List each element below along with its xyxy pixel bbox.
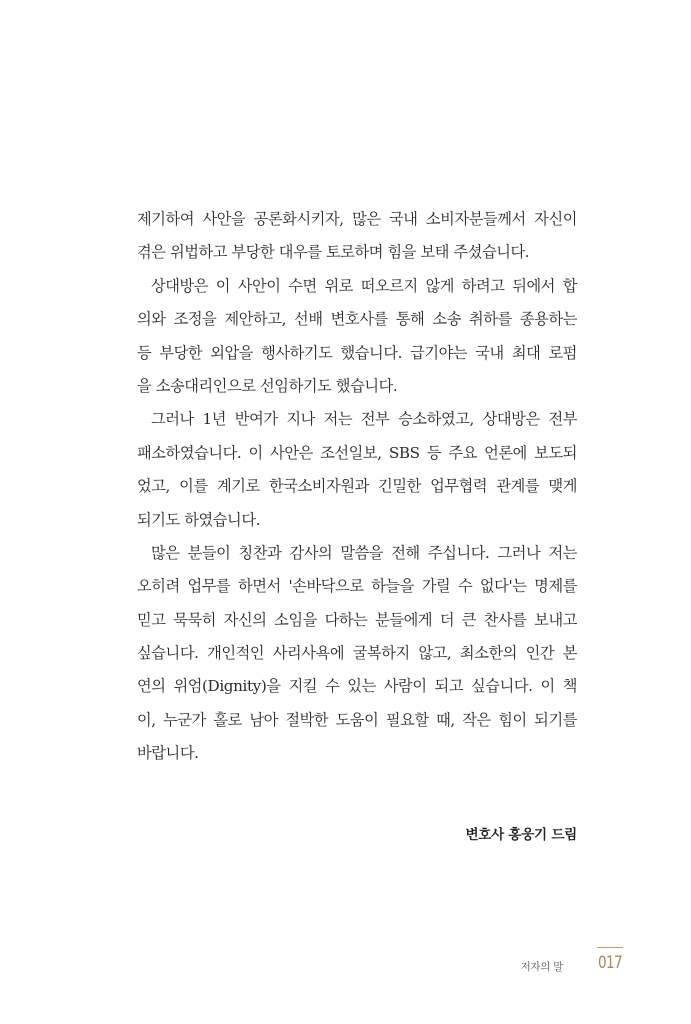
text-line: 제기하여 사안을 공론화시키자, 많은 국내 소비자분들께서 자신이 (137, 210, 577, 228)
text-line: 싶습니다. 개인적인 사리사욕에 굴복하지 않고, 최소한의 인간 본 (137, 644, 577, 663)
text-line: 오히려 업무를 하면서 '손바닥으로 하늘을 가릴 수 없다'는 명제를 (137, 577, 577, 596)
text-line: 이, 누군가 홀로 남아 절박한 도움이 필요할 때, 작은 힘이 되기를 (137, 710, 577, 729)
text-line: 등 부당한 외압을 행사하기도 했습니다. 급기야는 국내 최대 로펌 (137, 343, 577, 362)
text-line: 믿고 묵묵히 자신의 소임을 다하는 분들에게 더 큰 찬사를 보내고 (137, 610, 577, 629)
paragraph-start-line: 상대방은 이 사안이 수면 위로 떠오르지 않게 하려고 뒤에서 합 (151, 276, 577, 295)
footer-section-title: 저자의 말 (520, 961, 563, 973)
text-line: 겪은 위법하고 부당한 대우를 토로하며 힘을 보태 주셨습니다. (137, 243, 530, 262)
paragraph-start-line: 많은 분들이 칭찬과 감사의 말씀을 전해 주십니다. 그러나 저는 (151, 543, 577, 562)
text-line: 바랍니다. (137, 744, 199, 763)
text-line: 을 소송대리인으로 선임하기도 했습니다. (137, 376, 398, 395)
text-line: 패소하였습니다. 이 사안은 조선일보, SBS 등 주요 언론에 보도되 (137, 443, 577, 462)
paragraph-start-line: 그러나 1년 반여가 지나 저는 전부 승소하였고, 상대방은 전부 (151, 410, 577, 429)
body-text (137, 203, 577, 771)
page-number: 017 (598, 953, 623, 973)
text-line: 연의 위엄(Dignity)을 지킬 수 있는 사람이 되고 싶습니다. 이 책 (137, 677, 577, 696)
text-line: 되기도 하였습니다. (137, 510, 261, 529)
footer-rule (597, 947, 623, 948)
author-signature: 변호사 홍웅기 드림 (465, 827, 577, 843)
text-line: 의와 조정을 제안하고, 선배 변호사를 통해 소송 취하를 종용하는 (137, 310, 577, 329)
text-line: 었고, 이를 계기로 한국소비자원과 긴밀한 업무협력 관계를 맺게 (137, 477, 577, 496)
